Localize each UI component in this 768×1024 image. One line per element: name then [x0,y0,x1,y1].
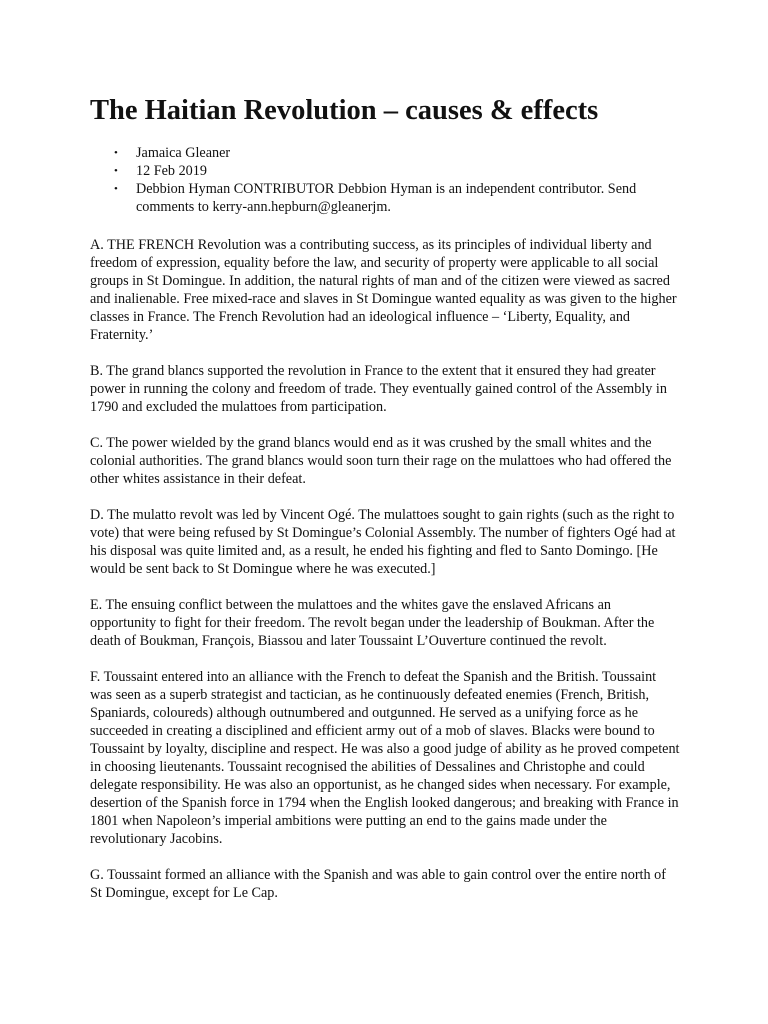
paragraph-d: D. The mulatto revolt was led by Vincent Ogé. The mulattoes sought to gain rights (such as the right to vote) that were being refused by St Domingue’s Colonial Assembly. The number of fighters Ogé had at his disposal was quite limited and, as a result, he ended his fighting and fled to Santo Domingo. [He would be sent back to St Domingue where he was executed.] [90,507,676,577]
meta-item-date [90,162,680,180]
paragraph-b: B. The grand blancs supported the revolution in France to the extent that it ensured they had greater power in running the colony and freedom of trade. They eventually gained control of the Assembly in 1790 and excluded the mulattoes from participation. [90,363,667,415]
meta-item-author [90,180,680,216]
article-meta-list [90,144,680,216]
page-title: The Haitian Revolution – causes & effects [90,95,599,126]
paragraph-a: A. THE FRENCH Revolution was a contributing success, as its principles of individual liberty and freedom of expression, equality before the law, and security of property were applicable to all social groups in St Domingue. In addition, the natural rights of man and of the citizen were viewed as sacred and inalienable. Free mixed-race and slaves in St Domingue wanted equality as was given to the higher classes in France. The French Revolution had an ideological influence – ‘Liberty, Equality, and Fraternity.’ [90,237,677,343]
meta-date: 12 Feb 2019 [136,163,207,179]
paragraph-f: F. Toussaint entered into an alliance with the French to defeat the Spanish and the British. Toussaint was seen as a superb strategist and tactician, as he continuously defeated enemies (French, British, Spaniards, coloureds) although outnumbered and outgunned. He served as a unifying force as he succeeded in creating a disciplined and efficient army out of a mob of slaves. Blacks were bound to Toussaint by loyalty, discipline and respect. He was also a good judge of ability as he proved competent in choosing lieutenants. Toussaint recognised the abilities of Dessalines and Christophe and could delegate responsibility. He was also an opportunist, as he changed sides when necessary. For example, desertion of the Spanish force in 1794 when the English looked dangerous; and breaking with France in 1801 when Napoleon’s imperial ambitions were putting an end to the gains made under the revolutionary Jacobins. [90,669,680,847]
bullet-icon: • [114,165,118,177]
document-page [90,92,680,920]
paragraph-c: C. The power wielded by the grand blancs would end as it was crushed by the small whites and the colonial authorities. The grand blancs would soon turn their rage on the mulattoes who had offered the other whites assistance in their defeat. [90,435,672,487]
meta-source: Jamaica Gleaner [136,145,231,161]
meta-author: Debbion Hyman CONTRIBUTOR Debbion Hyman is an independent contributor. Send comments to kerry-ann.hepburn@gleanerjm. [136,181,637,215]
bullet-icon: • [114,147,118,159]
bullet-icon: • [114,183,118,195]
paragraph-g: G. Toussaint formed an alliance with the Spanish and was able to gain control over the entire north of St Domingue, except for Le Cap. [90,867,666,901]
paragraph-e: E. The ensuing conflict between the mulattoes and the whites gave the enslaved Africans an opportunity to fight for their freedom. The revolt began under the leadership of Boukman. After the death of Boukman, François, Biassou and later Toussaint L’Ouverture continued the revolt. [90,597,655,649]
meta-item-source [90,144,680,162]
